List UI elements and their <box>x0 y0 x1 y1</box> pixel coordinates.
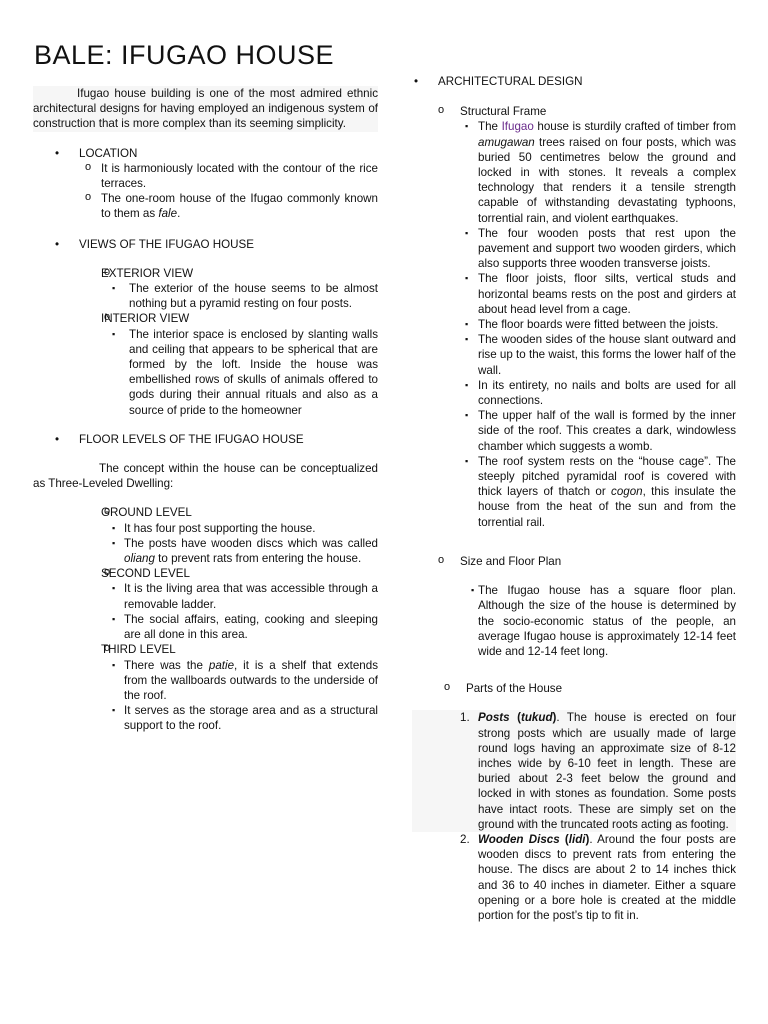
floor-levels-intro: The concept within the house can be conceptualized as Three-Leveled Dwelling: <box>33 462 378 491</box>
left-column <box>33 86 378 734</box>
location-item: o It is harmoniously located with the contour of the rice terraces. <box>33 161 378 191</box>
second-level-item: ▪ The social affairs, eating, cooking and sleeping are all done in this area. <box>33 612 378 642</box>
third-level-heading: o THIRD LEVEL <box>33 642 378 657</box>
intro-paragraph: Ifugao house building is one of the most admired ethnic architectural designs for having employed an indigenous system of construction that is more complex than its seeming simplicity. <box>33 87 378 131</box>
part-posts: 1. Posts (tukud). The house is erected on four strong posts which are usually made of large round logs having an approximate size of 8-12 inches wide by 6-10 feet in length. These are buried about 2-3 feet below the ground and locked in with stones as foundation. Some posts have intact roots. These are simply set on the ground with the truncated roots acting as footing. <box>412 710 736 832</box>
second-level-item: ▪ It is the living area that was accessible through a removable ladder. <box>33 581 378 611</box>
right-column <box>412 74 736 923</box>
interior-view-text: ▪ The interior space is enclosed by slanting walls and ceiling that appears to be spherical that are formed by the loft. Inside the house was embellished rows of skulls of animals offered to gods during their annual rituals and also as a source of pride to the homeowner <box>33 327 378 418</box>
ground-level-item: ▪ It has four post supporting the house. <box>33 521 378 536</box>
structural-frame-item: ▪ The Ifugao house is sturdily crafted of timber from amugawan trees raised on four posts, which was buried 50 centimetres below the ground and locked in with stones. It reveals a complex technology that renders it a tensile strength capable of withstanding devastating typhoons, torrential rain, and violent earthquakes. <box>412 119 736 225</box>
floor-levels-heading: • FLOOR LEVELS OF THE IFUGAO HOUSE <box>33 432 378 447</box>
structural-frame-item: ▪ The upper half of the wall is formed by the inner side of the roof. This creates a dark, windowless chamber which suggests a womb. <box>412 408 736 454</box>
location-item: o The one-room house of the Ifugao commonly known to them as fale. <box>33 191 378 221</box>
parts-of-house-heading: o Parts of the House <box>412 681 736 696</box>
exterior-view-text: ▪ The exterior of the house seems to be almost nothing but a pyramid resting on four posts. <box>33 281 378 311</box>
size-floor-plan-text: ▪ The Ifugao house has a square floor plan. Although the size of the house is determined by the socio-economic status of the people, an average Ifugao house is approximately 12-14 feet wide and 12-14 feet long. <box>412 583 736 659</box>
ifugao-link[interactable]: Ifugao <box>501 120 534 134</box>
structural-frame-item: ▪ The four wooden posts that rest upon the pavement and support two wooden girders, which also supports three wooden transverse joists. <box>412 226 736 272</box>
interior-view-heading: o INTERIOR VIEW <box>33 311 378 326</box>
third-level-item: ▪ It serves as the storage area and as a structural support to the roof. <box>33 703 378 733</box>
architectural-design-heading: • ARCHITECTURAL DESIGN <box>412 74 736 89</box>
ground-level-heading: o GROUND LEVEL <box>33 505 378 520</box>
structural-frame-item: ▪ The floor joists, floor silts, vertical studs and horizontal beams rests on the post and girders at about head level from a cage. <box>412 271 736 317</box>
structural-frame-item: ▪ In its entirety, no nails and bolts are used for all connections. <box>412 378 736 408</box>
structural-frame-item: ▪ The roof system rests on the “house cage”. The steeply pitched pyramidal roof is covered with thick layers of thatch or cogon, this insulate the house from the heat of the sun and from the torrential rail. <box>412 454 736 530</box>
structural-frame-item: ▪ The wooden sides of the house slant outward and rise up to the waist, this forms the lower half of the wall. <box>412 332 736 378</box>
part-wooden-discs: 2. Wooden Discs (lidi). Around the four posts are wooden discs to prevent rats from entering the house. The discs are about 2 to 14 inches thick and 36 to 40 inches in diameter. Either a square opening or a bore hole is created at the middle portion for the post’s tip to fit in. <box>460 832 736 922</box>
size-floor-plan-heading: o Size and Floor Plan <box>412 554 736 569</box>
exterior-view-heading: o EXTERIOR VIEW <box>33 266 378 281</box>
ground-level-item: ▪ The posts have wooden discs which was called oliang to prevent rats from entering the house. <box>33 536 378 566</box>
third-level-item: ▪ There was the patie, it is a shelf that extends from the wallboards outwards to the underside of the roof. <box>33 658 378 704</box>
second-level-heading: o SECOND LEVEL <box>33 566 378 581</box>
structural-frame-heading: o Structural Frame <box>412 104 736 119</box>
views-heading: • VIEWS OF THE IFUGAO HOUSE <box>33 237 378 252</box>
page-title: BALE: IFUGAO HOUSE <box>34 40 335 70</box>
structural-frame-item: ▪ The floor boards were fitted between the joists. <box>412 317 736 332</box>
location-heading: • LOCATION <box>33 146 378 161</box>
